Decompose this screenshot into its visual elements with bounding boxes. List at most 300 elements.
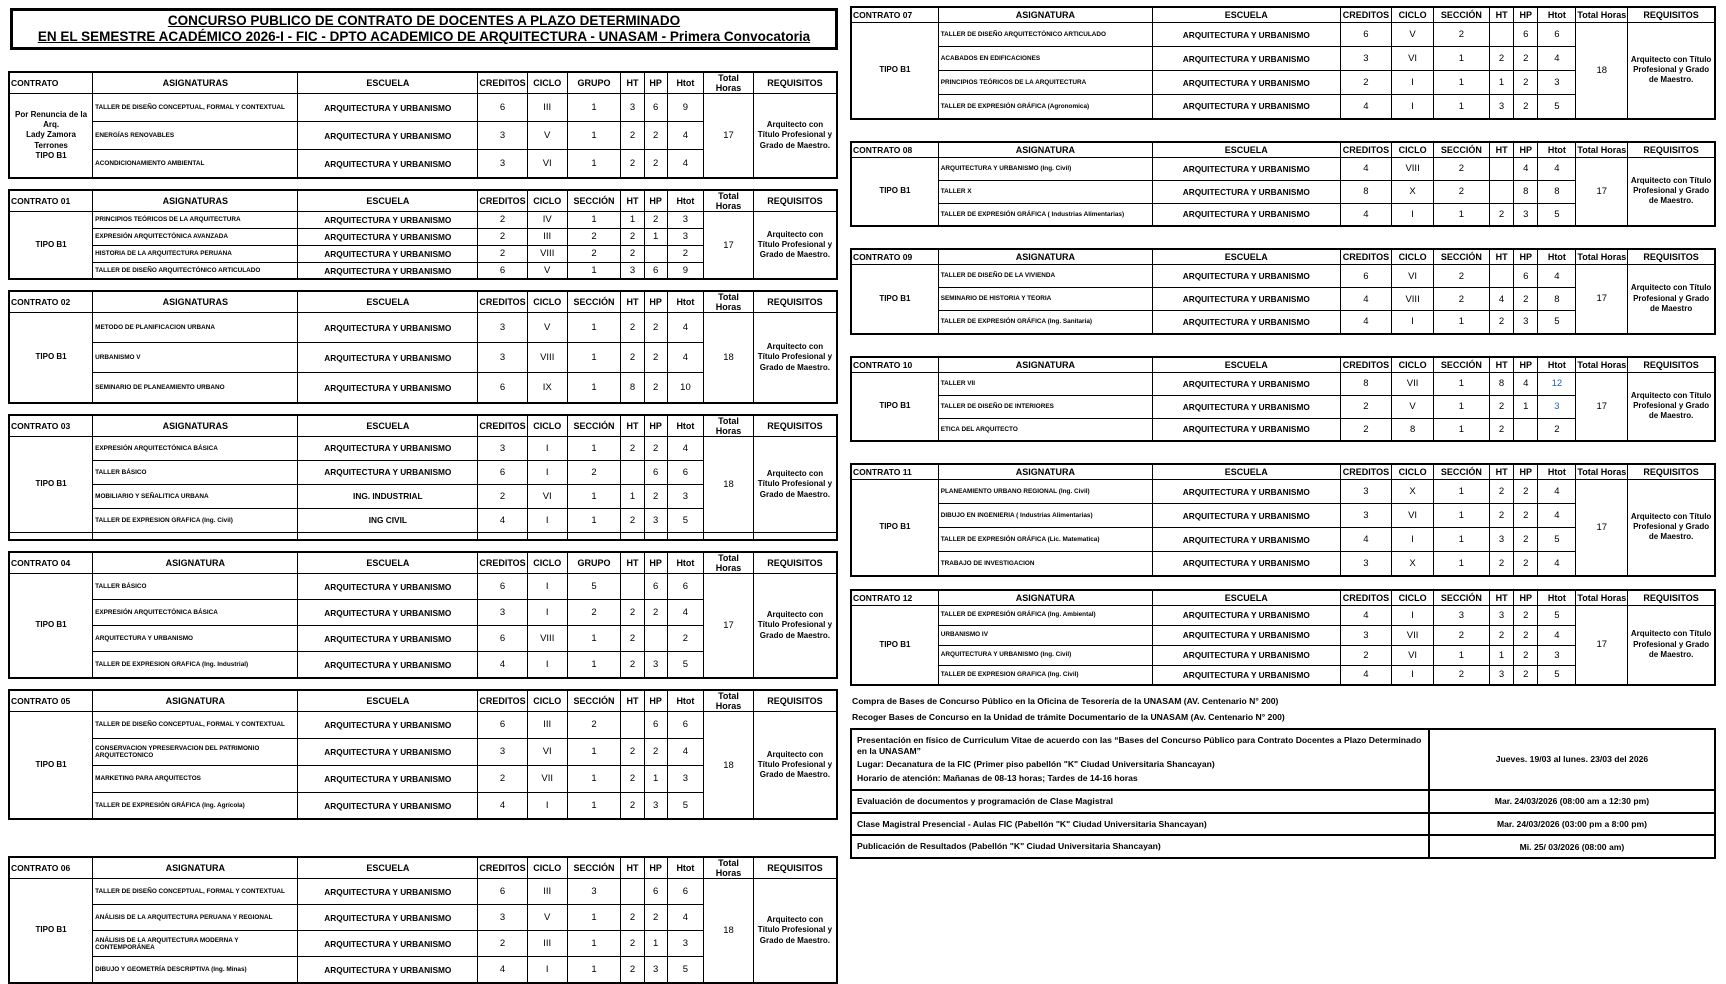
ciclo-cell: VIII bbox=[1392, 157, 1433, 180]
hp-cell: 2 bbox=[1514, 504, 1538, 528]
creditos-cell: 6 bbox=[1340, 23, 1392, 47]
header-cell: ESCUELA bbox=[298, 690, 478, 712]
seccion-cell: 3 bbox=[567, 879, 621, 905]
seccion-cell: 1 bbox=[567, 373, 621, 403]
hp-cell: 1 bbox=[644, 765, 667, 792]
escuela-cell: ARQUITECTURA Y URBANISMO bbox=[298, 150, 478, 178]
seccion-cell: 1 bbox=[1433, 47, 1489, 71]
header-cell: CREDITOS bbox=[478, 690, 528, 712]
table-header-row bbox=[9, 72, 837, 94]
hp-cell: 3 bbox=[644, 652, 667, 678]
header-cell: SECCIÓN bbox=[567, 857, 621, 879]
header-cell: REQUISITOS bbox=[753, 415, 837, 437]
asignatura-cell: TALLER DE EXPRESIÓN GRÁFICA (Ing. Sanitaria) bbox=[938, 311, 1152, 334]
hp-cell: 2 bbox=[1514, 625, 1538, 645]
asignatura-cell: TALLER DE EXPRESIÓN GRÁFICA (Lic. Matematica) bbox=[938, 528, 1152, 552]
header-cell: CONTRATO bbox=[9, 72, 93, 94]
htot-cell: 4 bbox=[667, 905, 703, 931]
ht-cell: 2 bbox=[1489, 47, 1513, 71]
hp-cell: 3 bbox=[644, 957, 667, 983]
seccion-cell: 1 bbox=[567, 343, 621, 373]
header-cell: ESCUELA bbox=[1153, 142, 1341, 158]
ciclo-cell: IX bbox=[527, 373, 567, 403]
header-cell: Total Horas bbox=[704, 552, 754, 574]
ciclo-cell: V bbox=[527, 313, 567, 343]
header-cell: HT bbox=[1489, 590, 1513, 606]
schedule-activity-cell bbox=[851, 813, 1429, 836]
escuela-cell: ARQUITECTURA Y URBANISMO bbox=[298, 574, 478, 600]
table-row bbox=[851, 605, 1715, 625]
table-row bbox=[851, 372, 1715, 395]
seccion-cell: 1 bbox=[1433, 71, 1489, 95]
creditos-cell: 4 bbox=[1340, 157, 1392, 180]
header-cell: CONTRATO 08 bbox=[851, 142, 938, 158]
seccion-cell: 2 bbox=[567, 460, 621, 484]
seccion-cell: 1 bbox=[1433, 395, 1489, 418]
asignatura-cell: TRABAJO DE INVESTIGACION bbox=[938, 552, 1152, 576]
htot-cell: 5 bbox=[667, 652, 703, 678]
creditos-cell: 3 bbox=[1340, 504, 1392, 528]
requisitos-cell: Arquitecto con Título Profesional y Grado de Maestro. bbox=[1628, 480, 1715, 576]
ciclo-cell: I bbox=[527, 460, 567, 484]
header-cell: HT bbox=[1489, 142, 1513, 158]
empty-cell bbox=[567, 532, 621, 540]
htot-cell: 3 bbox=[667, 484, 703, 508]
header-cell: CONTRATO 09 bbox=[851, 249, 938, 265]
tipo-cell: TIPO B1 bbox=[851, 157, 938, 226]
ciclo-cell: VI bbox=[527, 484, 567, 508]
asignatura-cell: HISTORIA DE LA ARQUITECTURA PERUANA bbox=[93, 245, 298, 262]
header-cell: HP bbox=[1514, 7, 1538, 23]
header-cell: HT bbox=[1489, 357, 1513, 373]
htot-cell: 4 bbox=[1538, 157, 1576, 180]
header-cell: Total Horas bbox=[1576, 590, 1628, 606]
total-horas-cell: 17 bbox=[1576, 157, 1628, 226]
asignatura-cell: PRINCIPIOS TEÓRICOS DE LA ARQUITECTURA bbox=[938, 71, 1152, 95]
seccion-cell: 2 bbox=[567, 228, 621, 245]
ht-cell: 3 bbox=[1489, 528, 1513, 552]
ciclo-cell: I bbox=[1392, 71, 1433, 95]
ciclo-cell: VII bbox=[1392, 372, 1433, 395]
hp-cell: 6 bbox=[644, 460, 667, 484]
htot-cell: 12 bbox=[1538, 372, 1576, 395]
table-row bbox=[9, 436, 837, 460]
tipo-cell: TIPO B1 bbox=[851, 372, 938, 441]
header-cell: HP bbox=[644, 72, 667, 94]
header-cell: REQUISITOS bbox=[1628, 249, 1715, 265]
schedule-date-cell: Mi. 25/ 03/2026 (08:00 am) bbox=[1429, 835, 1715, 858]
htot-cell: 5 bbox=[1538, 605, 1576, 625]
header-cell: CONTRATO 06 bbox=[9, 857, 93, 879]
htot-cell: 6 bbox=[667, 574, 703, 600]
htot-cell: 3 bbox=[1538, 71, 1576, 95]
ht-cell: 2 bbox=[621, 245, 644, 262]
ciclo-cell: VI bbox=[1392, 504, 1433, 528]
header-cell: Total Horas bbox=[1576, 249, 1628, 265]
seccion-cell: 3 bbox=[1433, 605, 1489, 625]
header-cell: HP bbox=[1514, 357, 1538, 373]
header-cell: CREDITOS bbox=[478, 552, 528, 574]
title-line-2: EN EL SEMESTRE ACADÉMICO 2026-I - FIC - DPTO ACADEMICO DE ARQUITECTURA - UNASAM - Primera Convocatoria bbox=[37, 29, 811, 45]
ht-cell: 2 bbox=[1489, 480, 1513, 504]
ciclo-cell: III bbox=[527, 94, 567, 122]
contract-table bbox=[850, 356, 1716, 443]
asignatura-cell: EXPRESIÓN ARQUITECTÓNICA BÁSICA bbox=[93, 600, 298, 626]
total-horas-cell: 17 bbox=[704, 574, 754, 678]
seccion-cell: 2 bbox=[1433, 180, 1489, 203]
header-cell: CREDITOS bbox=[1340, 357, 1392, 373]
asignatura-cell: ACABADOS EN EDIFICACIONES bbox=[938, 47, 1152, 71]
header-cell: HP bbox=[644, 415, 667, 437]
escuela-cell: ARQUITECTURA Y URBANISMO bbox=[298, 94, 478, 122]
creditos-cell: 8 bbox=[1340, 180, 1392, 203]
htot-cell: 5 bbox=[1538, 665, 1576, 685]
escuela-cell: ARQUITECTURA Y URBANISMO bbox=[1153, 157, 1341, 180]
seccion-cell: 1 bbox=[1433, 528, 1489, 552]
header-cell: CICLO bbox=[527, 415, 567, 437]
table-header-row bbox=[851, 357, 1715, 373]
header-cell: SECCIÓN bbox=[1433, 249, 1489, 265]
contract-table bbox=[8, 689, 838, 821]
escuela-cell: ARQUITECTURA Y URBANISMO bbox=[1153, 605, 1341, 625]
ciclo-cell: III bbox=[527, 931, 567, 957]
table-header-row bbox=[9, 690, 837, 712]
escuela-cell: ARQUITECTURA Y URBANISMO bbox=[298, 957, 478, 983]
schedule-activity-line: Publicación de Resultados (Pabellón "K" Ciudad Universitaria Shancayan) bbox=[857, 841, 1161, 852]
total-horas-cell: 17 bbox=[1576, 605, 1628, 685]
contract-table bbox=[850, 6, 1716, 120]
seccion-cell: 1 bbox=[1433, 552, 1489, 576]
header-cell: ESCUELA bbox=[298, 552, 478, 574]
header-cell: HP bbox=[1514, 249, 1538, 265]
escuela-cell: ARQUITECTURA Y URBANISMO bbox=[1153, 288, 1341, 311]
ht-cell: 3 bbox=[1489, 95, 1513, 119]
ht-cell: 2 bbox=[621, 343, 644, 373]
header-cell: CICLO bbox=[1392, 249, 1433, 265]
escuela-cell: ARQUITECTURA Y URBANISMO bbox=[298, 738, 478, 765]
ht-cell: 2 bbox=[1489, 504, 1513, 528]
creditos-cell: 3 bbox=[1340, 47, 1392, 71]
header-cell: CICLO bbox=[1392, 7, 1433, 23]
ciclo-cell: V bbox=[1392, 395, 1433, 418]
contract-table bbox=[8, 71, 838, 179]
asignatura-cell: SEMINARIO DE HISTORIA Y TEORIA bbox=[938, 288, 1152, 311]
asignatura-cell: CONSERVACION YPRESERVACION DEL PATRIMONIO ARQUITECTONICO bbox=[93, 738, 298, 765]
header-cell: Total Horas bbox=[1576, 142, 1628, 158]
schedule-activity-line: Lugar: Decanatura de la FIC (Primer piso pabellón "K" Ciudad Universitaria Shancayan) bbox=[857, 759, 1215, 770]
schedule-body bbox=[851, 729, 1715, 858]
hp-cell bbox=[644, 245, 667, 262]
header-cell: ASIGNATURA bbox=[938, 142, 1152, 158]
ciclo-cell: X bbox=[1392, 552, 1433, 576]
requisitos-cell: Arquitecto con Título Profesional y Grado de Maestro. bbox=[753, 211, 837, 279]
escuela-cell: ARQUITECTURA Y URBANISMO bbox=[1153, 665, 1341, 685]
htot-cell: 5 bbox=[667, 792, 703, 819]
header-cell: CONTRATO 04 bbox=[9, 552, 93, 574]
hp-cell: 1 bbox=[644, 228, 667, 245]
asignatura-cell: ENERGÍAS RENOVABLES bbox=[93, 122, 298, 150]
header-cell: CICLO bbox=[527, 291, 567, 313]
table-header-row bbox=[9, 857, 837, 879]
asignatura-cell: TALLER DE EXPRESION GRAFICA (Ing. Civil) bbox=[938, 665, 1152, 685]
table-row bbox=[9, 574, 837, 600]
hp-cell: 6 bbox=[1514, 23, 1538, 47]
ciclo-cell: VI bbox=[1392, 645, 1433, 665]
ht-cell: 8 bbox=[621, 373, 644, 403]
title-box bbox=[10, 8, 838, 50]
asignatura-cell: TALLER DE DISEÑO CONCEPTUAL, FORMAL Y CONTEXTUAL bbox=[93, 879, 298, 905]
asignatura-cell: TALLER DE EXPRESIÓN GRÁFICA (Ing. Ambiental) bbox=[938, 605, 1152, 625]
htot-cell: 2 bbox=[667, 245, 703, 262]
ciclo-cell: I bbox=[527, 508, 567, 532]
htot-cell: 5 bbox=[667, 508, 703, 532]
schedule-activity-cell bbox=[851, 729, 1429, 790]
ciclo-cell: VI bbox=[1392, 265, 1433, 288]
creditos-cell: 6 bbox=[478, 879, 528, 905]
creditos-cell: 3 bbox=[478, 738, 528, 765]
table-row bbox=[851, 480, 1715, 504]
seccion-cell: 1 bbox=[567, 436, 621, 460]
htot-cell: 6 bbox=[1538, 23, 1576, 47]
left-column bbox=[8, 6, 838, 984]
htot-cell: 6 bbox=[667, 460, 703, 484]
contract-table bbox=[850, 463, 1716, 577]
seccion-cell: 1 bbox=[567, 792, 621, 819]
escuela-cell: ARQUITECTURA Y URBANISMO bbox=[1153, 395, 1341, 418]
asignatura-cell: ARQUITECTURA Y URBANISMO bbox=[93, 626, 298, 652]
asignatura-cell: TALLER DE EXPRESIÓN GRÁFICA (Ing. Agrícola) bbox=[93, 792, 298, 819]
seccion-cell: 1 bbox=[567, 484, 621, 508]
creditos-cell: 2 bbox=[478, 765, 528, 792]
contract-table bbox=[8, 856, 838, 984]
schedule-activity-line: Horario de atención: Mañanas de 08-13 horas; Tardes de 14-16 horas bbox=[857, 773, 1138, 784]
seccion-cell: 1 bbox=[1433, 645, 1489, 665]
creditos-cell: 6 bbox=[1340, 265, 1392, 288]
header-cell: HP bbox=[644, 190, 667, 212]
escuela-cell: ARQUITECTURA Y URBANISMO bbox=[1153, 372, 1341, 395]
hp-cell: 2 bbox=[644, 484, 667, 508]
escuela-cell: ARQUITECTURA Y URBANISMO bbox=[1153, 552, 1341, 576]
header-cell: CONTRATO 12 bbox=[851, 590, 938, 606]
creditos-cell: 6 bbox=[478, 711, 528, 738]
hp-cell: 2 bbox=[644, 343, 667, 373]
table-header-row bbox=[9, 190, 837, 212]
seccion-cell: 1 bbox=[567, 150, 621, 178]
asignatura-cell: TALLER DE DISEÑO DE LA VIVIENDA bbox=[938, 265, 1152, 288]
contract-table bbox=[8, 189, 838, 281]
header-cell: Total Horas bbox=[704, 857, 754, 879]
seccion-cell: 2 bbox=[1433, 265, 1489, 288]
creditos-cell: 4 bbox=[1340, 528, 1392, 552]
htot-cell: 6 bbox=[667, 879, 703, 905]
empty-cell bbox=[9, 532, 93, 540]
asignatura-cell: PLANEAMIENTO URBANO REGIONAL (Ing. Civil) bbox=[938, 480, 1152, 504]
creditos-cell: 3 bbox=[478, 150, 528, 178]
title-line-1: CONCURSO PUBLICO DE CONTRATO DE DOCENTES A PLAZO DETERMINADO bbox=[167, 13, 681, 28]
header-cell: ASIGNATURA bbox=[938, 590, 1152, 606]
header-cell: CONTRATO 05 bbox=[9, 690, 93, 712]
htot-cell: 4 bbox=[1538, 552, 1576, 576]
header-cell: ESCUELA bbox=[1153, 590, 1341, 606]
ht-cell: 2 bbox=[621, 905, 644, 931]
escuela-cell: ARQUITECTURA Y URBANISMO bbox=[298, 931, 478, 957]
hp-cell: 6 bbox=[1514, 265, 1538, 288]
escuela-cell: ARQUITECTURA Y URBANISMO bbox=[298, 228, 478, 245]
asignatura-cell: TALLER DE EXPRESIÓN GRÁFICA ( Industrias Alimentarias) bbox=[938, 203, 1152, 226]
creditos-cell: 8 bbox=[1340, 372, 1392, 395]
asignatura-cell: MOBILIARIO Y SEÑALITICA URBANA bbox=[93, 484, 298, 508]
contract-table bbox=[850, 248, 1716, 335]
header-cell: Total Horas bbox=[704, 415, 754, 437]
ht-cell: 1 bbox=[621, 211, 644, 228]
hp-cell: 2 bbox=[1514, 528, 1538, 552]
table-header-row bbox=[851, 249, 1715, 265]
escuela-cell: ARQUITECTURA Y URBANISMO bbox=[298, 765, 478, 792]
ciclo-cell: X bbox=[1392, 480, 1433, 504]
header-cell: SECCIÓN bbox=[1433, 357, 1489, 373]
asignatura-cell: TALLER DE DISEÑO DE INTERIORES bbox=[938, 395, 1152, 418]
seccion-cell: 1 bbox=[1433, 372, 1489, 395]
header-cell: CREDITOS bbox=[1340, 7, 1392, 23]
escuela-cell: ARQUITECTURA Y URBANISMO bbox=[298, 313, 478, 343]
header-cell: CONTRATO 02 bbox=[9, 291, 93, 313]
htot-cell: 3 bbox=[1538, 395, 1576, 418]
seccion-cell: 1 bbox=[567, 652, 621, 678]
ht-cell: 3 bbox=[1489, 605, 1513, 625]
escuela-cell: ARQUITECTURA Y URBANISMO bbox=[1153, 71, 1341, 95]
header-cell: ESCUELA bbox=[298, 190, 478, 212]
total-horas-cell: 17 bbox=[704, 211, 754, 279]
header-cell: REQUISITOS bbox=[753, 291, 837, 313]
header-cell: CREDITOS bbox=[478, 190, 528, 212]
ht-cell: 2 bbox=[621, 738, 644, 765]
ht-cell: 2 bbox=[1489, 552, 1513, 576]
header-cell: HP bbox=[1514, 464, 1538, 480]
htot-cell: 5 bbox=[667, 957, 703, 983]
asignatura-cell: TALLER DE DISEÑO CONCEPTUAL, FORMAL Y CONTEXTUAL bbox=[93, 94, 298, 122]
ciclo-cell: V bbox=[527, 122, 567, 150]
seccion-cell: 1 bbox=[567, 957, 621, 983]
ht-cell: 2 bbox=[1489, 395, 1513, 418]
header-cell: HT bbox=[1489, 7, 1513, 23]
ciclo-cell: I bbox=[1392, 95, 1433, 119]
tipo-cell: TIPO B1 bbox=[9, 711, 93, 819]
seccion-cell: 2 bbox=[1433, 288, 1489, 311]
header-cell: CICLO bbox=[1392, 142, 1433, 158]
ciclo-cell: I bbox=[527, 792, 567, 819]
ht-cell: 3 bbox=[621, 262, 644, 279]
hp-cell: 1 bbox=[644, 931, 667, 957]
htot-cell: 4 bbox=[1538, 625, 1576, 645]
total-horas-cell: 18 bbox=[704, 711, 754, 819]
creditos-cell: 3 bbox=[478, 122, 528, 150]
header-cell: CREDITOS bbox=[478, 415, 528, 437]
hp-cell: 2 bbox=[644, 150, 667, 178]
header-cell: REQUISITOS bbox=[753, 552, 837, 574]
creditos-cell: 3 bbox=[1340, 625, 1392, 645]
header-cell: HP bbox=[644, 552, 667, 574]
hp-cell: 2 bbox=[1514, 645, 1538, 665]
htot-cell: 2 bbox=[1538, 418, 1576, 441]
ht-cell: 2 bbox=[621, 652, 644, 678]
seccion-cell: 1 bbox=[567, 626, 621, 652]
ht-cell: 1 bbox=[1489, 645, 1513, 665]
asignatura-cell: URBANISMO V bbox=[93, 343, 298, 373]
htot-cell: 9 bbox=[667, 94, 703, 122]
seccion-cell: 1 bbox=[567, 122, 621, 150]
hp-cell: 2 bbox=[644, 373, 667, 403]
header-cell: ASIGNATURA bbox=[93, 857, 298, 879]
htot-cell: 4 bbox=[667, 738, 703, 765]
ciclo-cell: V bbox=[1392, 23, 1433, 47]
ciclo-cell: VI bbox=[1392, 47, 1433, 71]
total-horas-cell: 17 bbox=[704, 94, 754, 178]
creditos-cell: 6 bbox=[478, 626, 528, 652]
asignatura-cell: TALLER DE DISEÑO ARQUITECTÓNICO ARTICULADO bbox=[938, 23, 1152, 47]
header-cell: ASIGNATURA bbox=[938, 357, 1152, 373]
contract-table bbox=[8, 551, 838, 679]
seccion-cell: 2 bbox=[1433, 157, 1489, 180]
header-cell: HT bbox=[621, 190, 644, 212]
table-row bbox=[9, 211, 837, 228]
header-cell: HT bbox=[621, 552, 644, 574]
seccion-cell: 1 bbox=[1433, 504, 1489, 528]
escuela-cell: ARQUITECTURA Y URBANISMO bbox=[298, 211, 478, 228]
header-cell: REQUISITOS bbox=[753, 190, 837, 212]
asignatura-cell: TALLER DE DISEÑO ARQUITECTÓNICO ARTICULADO bbox=[93, 262, 298, 279]
hp-cell: 2 bbox=[1514, 288, 1538, 311]
total-horas-cell: 17 bbox=[1576, 265, 1628, 334]
ht-cell: 2 bbox=[621, 122, 644, 150]
htot-cell: 3 bbox=[1538, 645, 1576, 665]
ciclo-cell: VIII bbox=[1392, 288, 1433, 311]
hp-cell: 6 bbox=[644, 262, 667, 279]
table-row bbox=[851, 265, 1715, 288]
asignatura-cell: TALLER DE EXPRESION GRAFICA (Ing. Civil) bbox=[93, 508, 298, 532]
ciclo-cell: I bbox=[527, 600, 567, 626]
tipo-cell: TIPO B1 bbox=[9, 574, 93, 678]
ciclo-cell: V bbox=[527, 905, 567, 931]
ciclo-cell: X bbox=[1392, 180, 1433, 203]
ciclo-cell: I bbox=[527, 652, 567, 678]
header-cell: SECCIÓN bbox=[567, 415, 621, 437]
header-cell: CICLO bbox=[527, 190, 567, 212]
tipo-cell: TIPO B1 bbox=[9, 879, 93, 983]
hp-cell: 1 bbox=[1514, 395, 1538, 418]
header-cell: SECCIÓN bbox=[567, 291, 621, 313]
seccion-cell: 2 bbox=[1433, 625, 1489, 645]
ht-cell: 8 bbox=[1489, 372, 1513, 395]
seccion-cell: 1 bbox=[1433, 418, 1489, 441]
requisitos-cell: Arquitecto con Título Profesional y Grado de Maestro. bbox=[753, 574, 837, 678]
header-cell: CICLO bbox=[1392, 464, 1433, 480]
empty-cell bbox=[704, 532, 754, 540]
ht-cell bbox=[1489, 265, 1513, 288]
htot-cell: 4 bbox=[667, 122, 703, 150]
ciclo-cell: I bbox=[1392, 528, 1433, 552]
schedule-row bbox=[851, 790, 1715, 813]
htot-cell: 9 bbox=[667, 262, 703, 279]
seccion-cell: 1 bbox=[1433, 203, 1489, 226]
escuela-cell: ARQUITECTURA Y URBANISMO bbox=[1153, 528, 1341, 552]
header-cell: HT bbox=[621, 690, 644, 712]
htot-cell: 4 bbox=[1538, 47, 1576, 71]
creditos-cell: 6 bbox=[478, 460, 528, 484]
header-cell: CREDITOS bbox=[1340, 249, 1392, 265]
hp-cell: 6 bbox=[644, 879, 667, 905]
total-horas-cell: 17 bbox=[1576, 480, 1628, 576]
schedule-activity-line: Evaluación de documentos y programación de Clase Magistral bbox=[857, 795, 1113, 806]
